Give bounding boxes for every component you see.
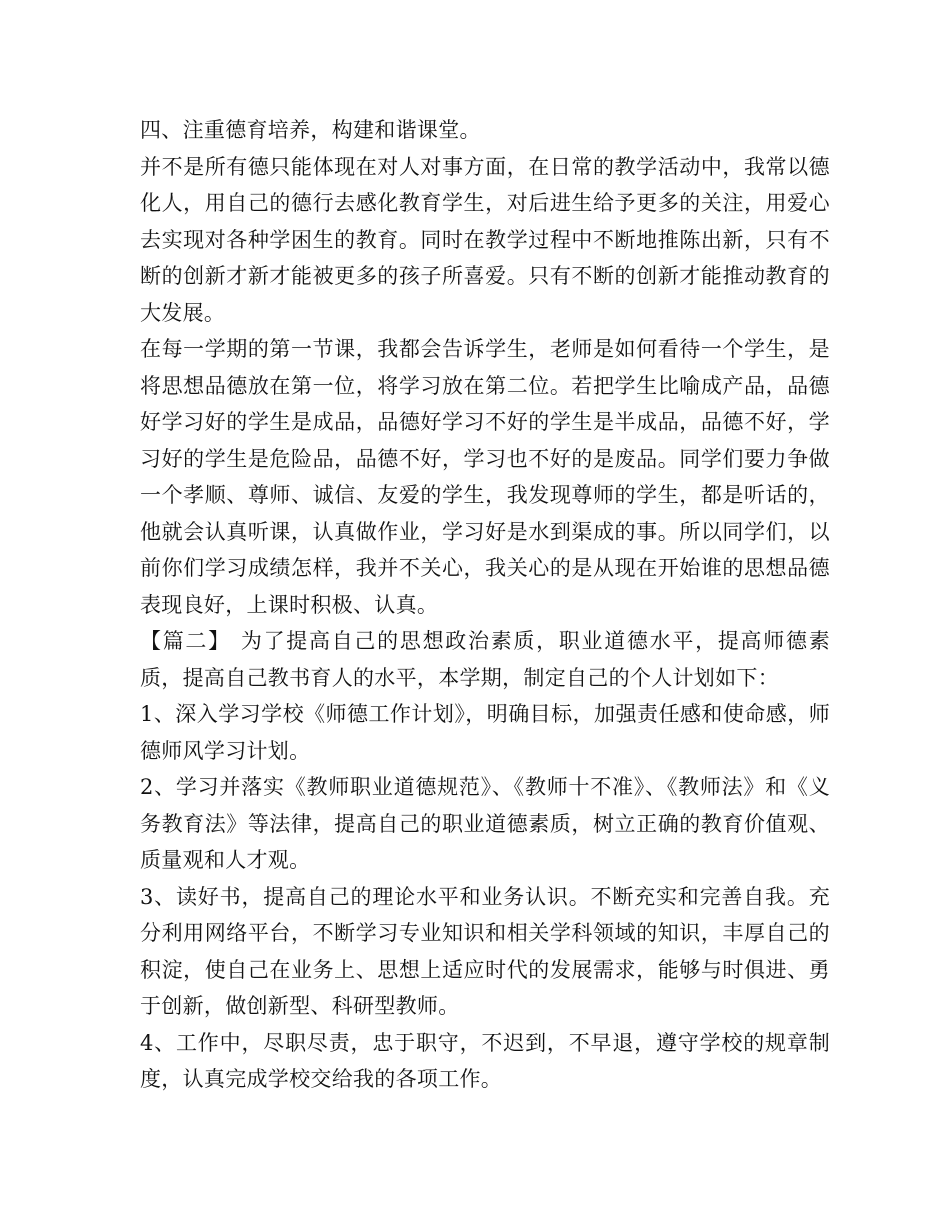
plan-item-4: 4、工作中，尽职尽责，忠于职守，不迟到，不早退，遵守学校的规章制度，认真完成学校交给我的各项工作。 <box>140 1030 830 1091</box>
paragraph-first-lesson: 在每一学期的第一节课，我都会告诉学生，老师是如何看待一个学生，是将思想品德放在第一位，将学习放在第二位。若把学生比喻成产品，品德好学习好的学生是成品，品德好学习不好的学生是半成品，品德不好，学习好的学生是危险品，品德不好，学习也不好的是废品。同学们要力争做一个孝顺、尊师、诚信、友爱的学生，我发现尊师的学生，都是听话的，他就会认真听课，认真做作业，学习好是水到渠成的事。所以同学们，以前你们学习成绩怎样，我并不关心，我关心的是从现在开始谁的思想品德表现良好，上课时积极、认真。 <box>140 337 830 617</box>
plan-item-3: 3、读好书，提高自己的理论水平和业务认识。不断充实和完善自我。充分利用网络平台，不断学习专业知识和相关学科领域的知识，丰厚自己的积淀，使自己在业务上、思想上适应时代的发展需求，能够与时俱进、勇于创新，做创新型、科研型教师。 <box>140 884 830 1018</box>
section-two-tag: 【篇二】 <box>140 629 231 653</box>
plan-item-1: 1、深入学习学校《师德工作计划》，明确目标，加强责任感和使命感，师德师风学习计划。 <box>140 702 830 763</box>
paragraph-moral-education: 并不是所有德只能体现在对人对事方面，在日常的教学活动中，我常以德化人，用自己的德行去感化教育学生，对后进生给予更多的关注，用爱心去实现对各种学困生的教育。同时在教学过程中不断地推陈出新，只有不断的创新才新才能被更多的孩子所喜爱。只有不断的创新才能推动教育的大发展。 <box>140 154 830 325</box>
section-two-intro-text: 为了提高自己的思想政治素质，职业道德水平，提高师德素质，提高自己教书育人的水平，本学期，制定自己的个人计划如下： <box>140 629 830 690</box>
section-heading-4: 四、注重德育培养，构建和谐课堂。 <box>140 118 481 142</box>
document-body <box>140 112 830 1098</box>
section-two-intro <box>140 623 830 696</box>
plan-item-2: 2、学习并落实《教师职业道德规范》、《教师十不准》、《教师法》和《义务教育法》等法律，提高自己的职业道德素质，树立正确的教育价值观、质量观和人才观。 <box>140 775 830 872</box>
